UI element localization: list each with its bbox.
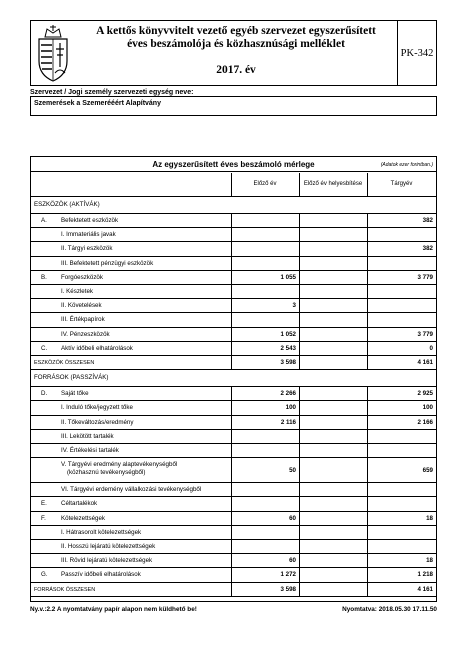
organization-label: Szervezet / Jogi személy szervezeti egység neve: (30, 89, 194, 96)
row-label: I. Immateriális javak (61, 231, 116, 239)
column-rule (231, 228, 232, 242)
row-label: VI. Tárgyévi erdemény vállalkozási tevékenységből (61, 486, 202, 494)
row-rule (31, 511, 436, 512)
column-rule (367, 173, 368, 197)
row-label: II. Hosszú lejáratú kötelezettségek (61, 543, 156, 550)
column-rule (367, 214, 368, 228)
row-rule (31, 355, 436, 356)
column-rule (367, 313, 368, 327)
column-rule (231, 356, 232, 370)
column-rule (231, 285, 232, 299)
form-header (30, 20, 437, 86)
column-rule (367, 526, 368, 540)
value-prev: 2 543 (280, 344, 296, 352)
column-rule (231, 328, 232, 342)
value-curr: 3 779 (417, 330, 433, 338)
column-rule (231, 444, 232, 458)
column-rule (231, 497, 232, 511)
row-code: C. (41, 344, 48, 352)
row-rule (31, 369, 436, 370)
row-rule (31, 443, 436, 444)
balance-title: Az egyszerűsített éves beszámoló mérlege (152, 160, 315, 169)
column-rule (367, 444, 368, 458)
balance-sheet-table (30, 156, 437, 602)
form-code: PK-342 (400, 47, 434, 59)
row-label: I. Induló tőke/jegyzett tőke (61, 404, 133, 412)
column-rule (231, 342, 232, 356)
column-rule (367, 554, 368, 568)
value-curr: 659 (422, 467, 433, 475)
column-rule (367, 228, 368, 242)
column-rule (367, 483, 368, 497)
row-label: Forgóeszközök (61, 273, 103, 281)
column-rule (367, 416, 368, 430)
row-label: Saját tőke (61, 390, 89, 398)
value-prev: 1 052 (280, 330, 296, 338)
column-rule (231, 387, 232, 401)
column-rule (367, 401, 368, 415)
row-rule (31, 213, 436, 214)
column-rule (299, 583, 300, 597)
column-rule (367, 430, 368, 444)
footer-note: Ny.v.:2.2 A nyomtatvány papír alapon nem küldhető be! (30, 606, 197, 613)
row-rule (31, 525, 436, 526)
value-prev: 50 (289, 467, 296, 475)
row-label: Kötelezettségek (61, 514, 106, 522)
column-rule (231, 257, 232, 271)
row-rule (31, 415, 436, 416)
value-prev: 3 598 (280, 359, 296, 366)
value-curr: 4 161 (417, 359, 433, 366)
row-label: III. Lekötött tartalék (61, 432, 114, 440)
column-rule (367, 387, 368, 401)
column-rule (367, 568, 368, 582)
column-rule (231, 242, 232, 256)
column-rule (367, 497, 368, 511)
column-rule (231, 214, 232, 228)
column-rule (367, 458, 368, 483)
row-rule (31, 298, 436, 299)
row-label-continued: (közhasznú tevékenységből) (67, 469, 146, 477)
coat-of-arms-icon (33, 23, 73, 83)
value-prev: 2 116 (280, 418, 296, 426)
print-timestamp: Nyomtatva: 2018.05.30 17.11.50 (342, 606, 437, 613)
value-curr: 1 218 (417, 571, 433, 579)
column-rule (299, 526, 300, 540)
column-rule (367, 342, 368, 356)
row-rule (31, 457, 436, 458)
row-rule (31, 539, 436, 540)
row-label: V. Tárgyévi eredmény alaptevékenységből (61, 461, 178, 469)
value-curr: 382 (422, 217, 433, 224)
organization-field (30, 96, 437, 116)
column-rule (299, 416, 300, 430)
form-title (75, 25, 397, 51)
column-rule (367, 299, 368, 313)
column-rule (299, 271, 300, 285)
row-label: Passzív időbeli elhatárolások (61, 571, 141, 579)
column-rule (299, 512, 300, 526)
column-rule (231, 583, 232, 597)
row-label: II. Tárgyi eszközök (61, 245, 113, 253)
row-code: F. (41, 514, 46, 522)
column-rule (299, 299, 300, 313)
column-rule (367, 257, 368, 271)
column-rule (231, 173, 232, 197)
row-rule (31, 596, 436, 597)
column-rule (231, 568, 232, 582)
column-rule (299, 497, 300, 511)
row-label: II. Tőkeváltozás/eredmény (61, 418, 134, 426)
column-rule (367, 512, 368, 526)
column-rule (299, 540, 300, 554)
row-label: III. Rövid lejáratú kötelezettségek (61, 557, 153, 565)
value-curr: 18 (426, 557, 433, 565)
row-rule (31, 582, 436, 583)
row-label: Céltartalékok (61, 500, 98, 508)
row-label: I. Készletek (61, 288, 93, 295)
column-rule (231, 430, 232, 444)
column-rule (299, 313, 300, 327)
form-title-line2: éves beszámolója és közhasznúsági melléklet (127, 38, 345, 50)
row-code: G. (41, 571, 48, 579)
organization-name: Szemerések a Szemerééért Alapítvány (34, 100, 161, 107)
row-code: D. (41, 390, 48, 398)
value-prev: 1 055 (280, 273, 296, 281)
column-rule (299, 285, 300, 299)
unit-note: (Adatok ezer forintban.) (380, 162, 433, 168)
header-rule (31, 196, 436, 197)
column-rule (299, 257, 300, 271)
column-rule (367, 242, 368, 256)
column-rule (367, 356, 368, 370)
value-curr: 2 166 (417, 418, 433, 426)
row-label: I. Hátrasorolt kötelezettségek (61, 528, 142, 536)
column-rule (231, 554, 232, 568)
row-label: III. Befektetett pénzügyi eszközök (61, 259, 154, 267)
value-prev: 60 (289, 557, 296, 565)
column-rule (299, 458, 300, 483)
row-rule (31, 327, 436, 328)
column-header-current: Tárgyév (390, 180, 413, 187)
column-rule (299, 444, 300, 458)
row-rule (31, 482, 436, 483)
column-rule (299, 568, 300, 582)
column-rule (299, 356, 300, 370)
row-label: Befektetett eszközök (61, 217, 119, 224)
row-code: E. (41, 500, 47, 508)
row-rule (31, 312, 436, 313)
column-rule (299, 328, 300, 342)
column-rule (231, 416, 232, 430)
row-rule (31, 341, 436, 342)
value-curr: 382 (422, 245, 433, 253)
row-rule (31, 284, 436, 285)
balance-title-bar (31, 157, 436, 172)
column-rule (367, 328, 368, 342)
column-rule (231, 271, 232, 285)
value-curr: 100 (422, 404, 433, 412)
column-rule (231, 401, 232, 415)
row-rule (31, 567, 436, 568)
row-rule (31, 429, 436, 430)
column-rule (231, 299, 232, 313)
row-rule (31, 496, 436, 497)
value-curr: 4 161 (417, 585, 433, 593)
column-rule (231, 483, 232, 497)
total-row-label: FORRÁSOK ÖSSZESEN (34, 586, 96, 593)
column-rule (231, 512, 232, 526)
value-curr: 3 779 (417, 273, 433, 281)
column-rule (299, 554, 300, 568)
column-rule (367, 271, 368, 285)
column-rule (299, 228, 300, 242)
value-curr: 2 925 (417, 390, 433, 398)
row-rule (31, 227, 436, 228)
column-rule (299, 173, 300, 197)
section-heading: ESZKÖZÖK (AKTÍVÁK) (34, 201, 100, 208)
column-rule (299, 387, 300, 401)
value-prev: 1 272 (280, 571, 296, 579)
value-curr: 18 (426, 514, 433, 522)
column-rule (299, 342, 300, 356)
value-prev: 3 (292, 302, 296, 310)
row-rule (31, 400, 436, 401)
column-rule (231, 313, 232, 327)
value-prev: 100 (285, 404, 296, 412)
row-code: B. (41, 273, 47, 281)
value-curr: 0 (429, 344, 433, 352)
column-rule (299, 214, 300, 228)
column-rule (231, 458, 232, 483)
row-rule (31, 553, 436, 554)
row-label: III. Értékpapírok (61, 316, 105, 324)
row-rule (31, 270, 436, 271)
column-rule (299, 401, 300, 415)
column-header-prev: Előző év (253, 180, 277, 187)
form-title-line1: A kettős könyvvitelt vezető egyéb szervezet egyszerűsített (96, 25, 376, 37)
value-prev: 60 (289, 514, 296, 522)
row-label: IV. Pénzeszközök (61, 330, 110, 338)
column-rule (231, 526, 232, 540)
row-rule (31, 386, 436, 387)
value-prev: 3 598 (280, 585, 296, 593)
row-rule (31, 241, 436, 242)
column-rule (299, 242, 300, 256)
value-prev: 2 266 (280, 390, 296, 398)
column-rule (299, 430, 300, 444)
row-rule (31, 256, 436, 257)
row-code: A. (41, 217, 47, 224)
total-row-label: ESZKÖZÖK ÖSSZESEN (34, 360, 95, 366)
column-rule (367, 540, 368, 554)
column-rule (231, 540, 232, 554)
section-heading: FORRÁSOK (PASSZÍVÁK) (34, 374, 109, 382)
row-label: II. Követelések (61, 302, 102, 310)
column-rule (299, 483, 300, 497)
column-rule (367, 583, 368, 597)
column-header-correction: Előző év helyesbítése (303, 180, 363, 187)
row-label: Aktív időbeli elhatárolások (61, 344, 133, 352)
row-label: IV. Értékelési tartalék (61, 447, 119, 454)
column-rule (367, 285, 368, 299)
form-year: 2017. év (216, 64, 256, 76)
